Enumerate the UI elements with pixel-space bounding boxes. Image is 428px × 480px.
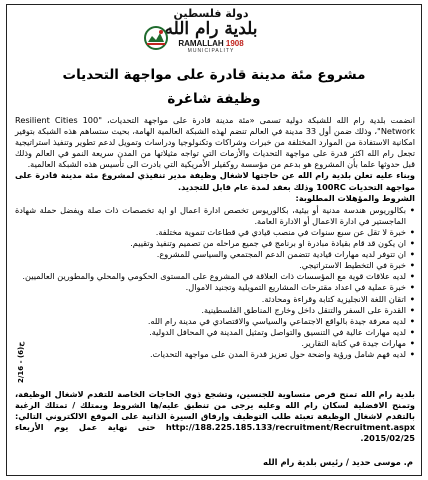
intro-paragraph: انضمت بلدية رام الله للشبكة دولية تسمى «مئة مدينة قادرة على مواجهة التحديات، "Resilient Cities 100 Network"، وذلك ضمن أول 33 مدينة في العالم تنضم لهذه الشبكة العالمية الهامة، بحيث ستساهم هذه الشبكة بتوفير امكانية الاستفادة من الموارد المختلفة من خبرات وشراكات وتكنولوجيا ودراسات وتمويل لدعم تطوير وتنفيذ استراتيجية تجعل رام الله اكثر قدرة على مواجهة التحديات والأزمات التي تواجه مثيلاتها من المدن سريعة النمو في العالم وذلك قبل حدوثها علما بأن المشروع هو بدعم من مؤسسة روكفيلر الأمريكية التي بادرت الى تأسيس هذه الشبكة العالمية. xyxy=(15,115,415,170)
signature: م. موسى حديد / رئيس بلدية رام الله xyxy=(263,457,413,467)
list-item: • ان يكون قد قام بقيادة مبادرة او برنامج في جميع مراحله من تصميم وتنفيذ وتقييم. xyxy=(15,238,415,249)
list-item: • لديه فهم شامل ورؤية واضحة حول تعزيز قدرة المدن على مواجهة التحديات. xyxy=(15,349,415,360)
list-item: • لديه علاقات قوية مع المؤسسات ذات العلاقة في المشروع على المستوى الحكومي والمحلي والمطورين العالميين. xyxy=(15,271,415,282)
header xyxy=(7,5,421,67)
recruitment-link[interactable]: http://188.225.185.133/recruitment/Recruitment.aspx xyxy=(165,422,415,433)
list-item: • مهارات جيدة في كتابة التقارير. xyxy=(15,338,415,349)
requirements-list xyxy=(15,205,415,360)
list-item: • ان تتوفر لديه مهارات قيادية تتضمن الدعم المجتمعي والسياسي للمشروع. xyxy=(15,249,415,260)
logo-english-name: RAMALLAH 1908 xyxy=(178,39,244,48)
page-subtitle: وظيفة شاغرة xyxy=(167,91,261,107)
side-reference-number: 2/16 - ح(6) xyxy=(17,341,25,383)
page-title: مشروع مئة مدينة قادرة على مواجهة التحديات xyxy=(62,67,366,83)
announcement-paragraph: وبناء عليه تعلن بلدية رام الله عن حاجتها لاشغال وظيفة مدير تنفيذي لمشروع مئة مدينة قادرة على مواجهة التحديات 100RC وذلك بعقد لمدة عام قابل للتجديد. xyxy=(15,170,415,192)
advertisement-page xyxy=(6,4,422,476)
municipality-logo xyxy=(141,7,281,65)
list-item: • خبرة عملية في اعداد مقترحات المشاريع التمويلية وتجنيد الاموال. xyxy=(15,282,415,293)
logo-state-name: دولة فلسطين xyxy=(173,7,249,20)
ramallah-emblem-icon xyxy=(143,25,169,51)
requirements-heading: الشروط والمؤهلات المطلوبة: xyxy=(295,192,415,203)
announcement-body xyxy=(15,115,415,360)
logo-year: 1908 xyxy=(225,39,244,48)
logo-arabic-name: بلدية رام الله xyxy=(164,19,258,39)
list-item: • خبرة في التخطيط الاستراتيجي. xyxy=(15,260,415,271)
application-instructions xyxy=(15,389,415,444)
list-item: • اتقان اللغة الانجليزية كتابة وقراءة ومحادثة. xyxy=(15,294,415,305)
footer-text-2: حتى نهاية عمل يوم الأربعاء 2015/02/25. xyxy=(15,422,415,444)
logo-english-municipality: MUNICIPALITY xyxy=(187,48,235,54)
list-item: • خبرة لا تقل عن سبع سنوات في منصب قيادي في قطاعات تنموية مختلفة. xyxy=(15,227,415,238)
list-item: • القدرة على السفر والتنقل داخل وخارج المناطق الفلسطينية. xyxy=(15,305,415,316)
list-item: • بكالوريوس هندسة مدنية أو بيئية، بكالوريوس تخصص ادارة اعمال او اية تخصصات ذات صلة ويفضل حملة شهادة الماجستير في ادارة الاعمال أو الادارة العامة. xyxy=(15,205,415,227)
list-item: • لديه معرفة جيدة بالواقع الاجتماعي والسياسي والاقتصادي في مدينة رام الله. xyxy=(15,316,415,327)
list-item: • لديه مهارات عالية في التنسيق والتواصل وتمثيل المدينة في المحافل الدولية. xyxy=(15,327,415,338)
footer-text-1: بلدية رام الله تمنح فرص متساوية للجنسين، وتشجع ذوي الحاجات الخاصة للتقدم لاشغال الوظيفة، وتمنح الافضلية لسكان رام الله وعليه يرجى من تنطبق عليه/ها الشروط ويمتلك / تمتلك الرغبة بالتقدم لاشغال الوظيفة تعبئة طلب التوظيف وإرفاق السيرة الذاتية على الموقع الالكتروني التالي: xyxy=(15,389,415,422)
